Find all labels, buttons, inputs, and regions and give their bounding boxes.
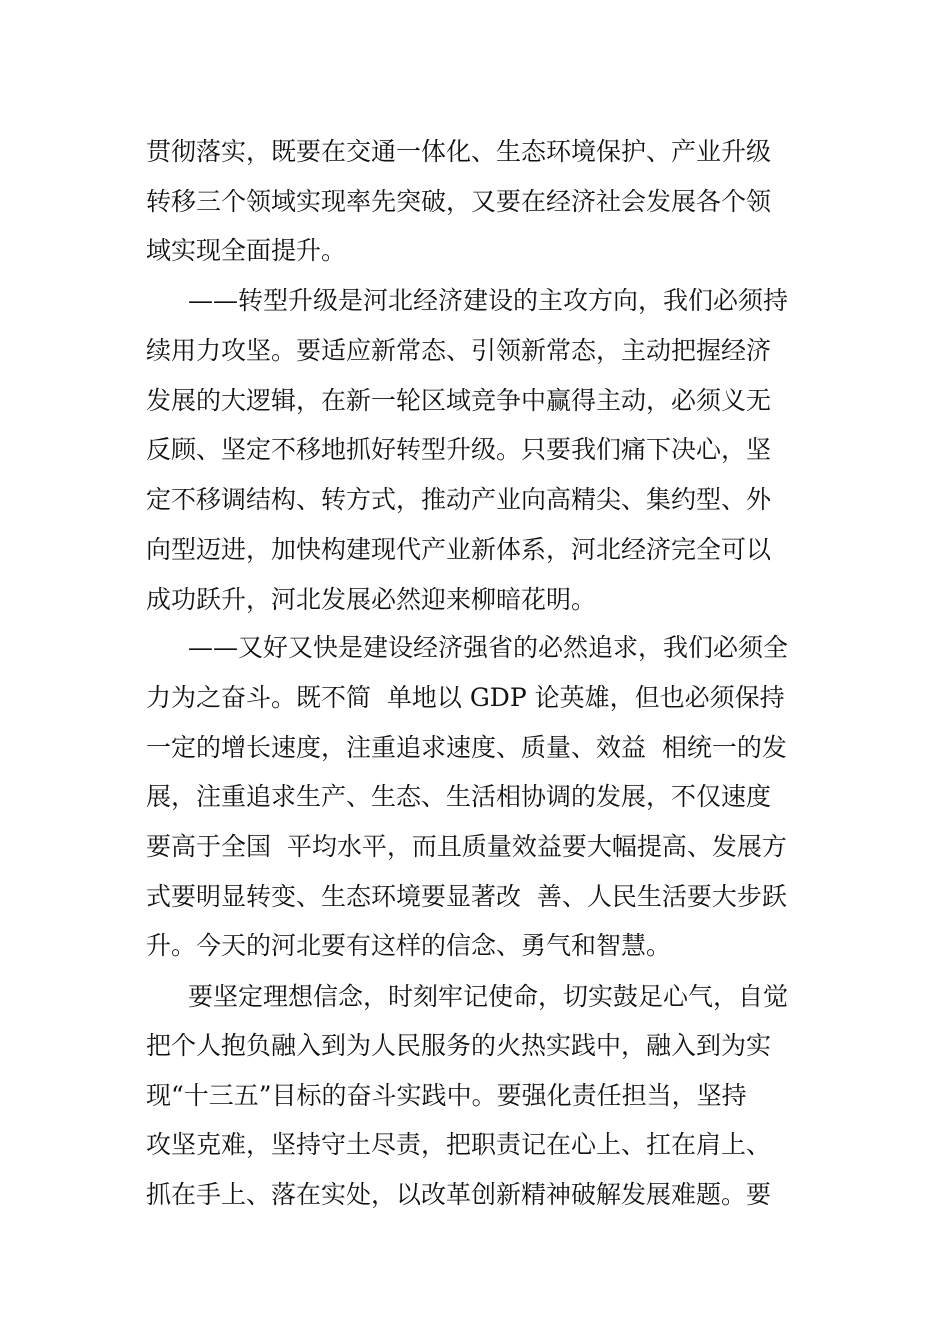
paragraph-3-line-3: 一定的增长速度，注重追求速度、质量、效益 相统一的发 — [146, 733, 787, 762]
paragraph-4-line-3: 现“十三五”目标的奋斗实践中。要强化责任担当，坚持 — [146, 1081, 747, 1110]
paragraph-2-line-6: 向型迈进，加快构建现代产业新体系，河北经济完全可以 — [146, 535, 772, 564]
paragraph-3-line-1: ——又好又快是建设经济强省的必然追求，我们必须全 — [188, 633, 789, 662]
paragraph-2-line-7: 成功跃升，河北发展必然迎来柳暗花明。 — [146, 585, 597, 614]
paragraph-3-line-5: 要高于全国 平均水平，而且质量效益要大幅提高、发展方 — [146, 832, 787, 861]
paragraph-4-line-2: 把个人抱负融入到为人民服务的火热实践中，融入到为实 — [146, 1031, 772, 1060]
paragraph-1-line-3: 域实现全面提升。 — [146, 236, 347, 265]
paragraph-2-line-3: 发展的大逻辑，在新一轮区域竞争中赢得主动，必须义无 — [146, 386, 772, 415]
paragraph-3-line-6: 式要明显转变、生态环境要显著改 善、人民生活要大步跃 — [146, 882, 787, 911]
paragraph-4-line-1: 要坚定理想信念，时刻牢记使命，切实鼓足心气，自觉 — [188, 982, 789, 1011]
paragraph-2-line-4: 反顾、坚定不移地抓好转型升级。只要我们痛下决心，坚 — [146, 435, 772, 464]
paragraph-4-line-5: 抓在手上、落在实处，以改革创新精神破解发展难题。要 — [146, 1180, 772, 1209]
paragraph-2-line-5: 定不移调结构、转方式，推动产业向高精尖、集约型、外 — [146, 485, 772, 514]
paragraph-2-line-1: ——转型升级是河北经济建设的主攻方向，我们必须持 — [188, 286, 789, 315]
paragraph-3-line-2: 力为之奋斗。既不简 单地以 GDP 论英雄，但也必须保持 — [146, 683, 785, 712]
paragraph-1-line-1: 贯彻落实，既要在交通一体化、生态环境保护、产业升级 — [146, 137, 772, 166]
paragraph-2-line-2: 续用力攻坚。要适应新常态、引领新常态，主动把握经济 — [146, 336, 772, 365]
paragraph-4-line-4: 攻坚克难，坚持守土尽责，把职责记在心上、扛在肩上、 — [146, 1130, 772, 1159]
paragraph-3-line-7: 升。今天的河北要有这样的信念、勇气和智慧。 — [146, 931, 672, 960]
paragraph-1-line-2: 转移三个领域实现率先突破，又要在经济社会发展各个领 — [146, 187, 772, 216]
paragraph-3-line-4: 展，注重追求生产、生态、生活相协调的发展，不仅速度 — [146, 782, 772, 811]
